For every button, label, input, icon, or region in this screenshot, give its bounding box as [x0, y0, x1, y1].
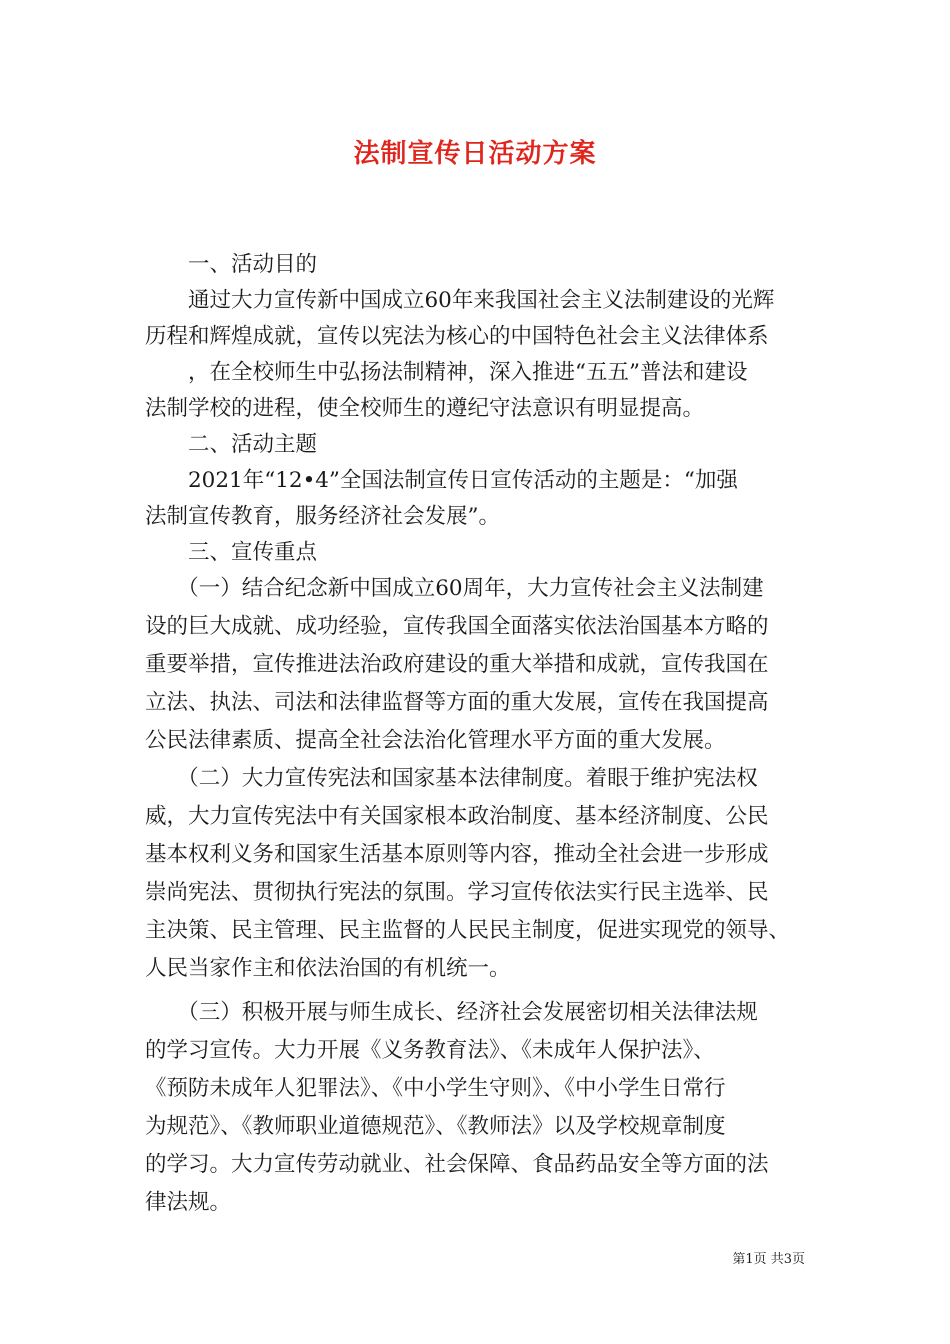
paragraph-line: 法制学校的进程，使全校师生的遵纪守法意识有明显提高。 — [145, 396, 705, 421]
paragraph-line: ，在全校师生中弘扬法制精神，深入推进“五五”普法和建设 — [145, 360, 748, 385]
heading-theme: 二、活动主题 — [145, 432, 318, 457]
paragraph-line: （三）积极开展与师生成长、经济社会发展密切相关法律法规 — [145, 1000, 758, 1025]
paragraph-line: 崇尚宪法、贯彻执行宪法的氛围。学习宣传依法实行民主选举、民 — [145, 880, 769, 905]
paragraph-line: 人民当家作主和依法治国的有机统一。 — [145, 956, 511, 981]
paragraph-line: 威，大力宣传宪法中有关国家根本政治制度、基本经济制度、公民 — [145, 804, 769, 829]
paragraph-line: 立法、执法、司法和法律监督等方面的重大发展，宣传在我国提高 — [145, 690, 769, 715]
paragraph-line: 设的巨大成就、成功经验，宣传我国全面落实依法治国基本方略的 — [145, 614, 769, 639]
page-number: 第1页 共3页 — [732, 1252, 805, 1267]
paragraph-line: 法制宣传教育，服务经济社会发展”。 — [145, 504, 500, 529]
document-title: 法制宣传日活动方案 — [353, 139, 597, 169]
paragraph-line: 的学习宣传。大力开展《义务教育法》、《未成年人保护法》、 — [145, 1038, 715, 1063]
paragraph-line: 公民法律素质、提高全社会法治化管理水平方面的重大发展。 — [145, 728, 726, 753]
paragraph-line: 历程和辉煌成就，宣传以宪法为核心的中国特色社会主义法律体系 — [145, 324, 769, 349]
heading-purpose: 一、活动目的 — [145, 252, 318, 277]
paragraph-line: 的学习。大力宣传劳动就业、社会保障、食品药品安全等方面的法 — [145, 1152, 769, 1177]
paragraph-line: （一）结合纪念新中国成立60周年，大力宣传社会主义法制建 — [145, 576, 764, 601]
paragraph-line: （二）大力宣传宪法和国家基本法律制度。着眼于维护宪法权 — [145, 766, 758, 791]
paragraph-line: 《预防未成年人犯罪法》、《中小学生守则》、《中小学生日常行 — [145, 1076, 726, 1101]
paragraph-line: 律法规。 — [145, 1190, 232, 1215]
paragraph-line: 为规范》、《教师职业道德规范》、《教师法》以及学校规章制度 — [145, 1114, 726, 1139]
paragraph-line: 通过大力宣传新中国成立60年来我国社会主义法制建设的光辉 — [145, 288, 775, 313]
paragraph-line: 重要举措，宣传推进法治政府建设的重大举措和成就，宣传我国在 — [145, 652, 769, 677]
paragraph-line: 2021年“12•4”全国法制宣传日宣传活动的主题是：“加强 — [145, 468, 738, 493]
heading-focus: 三、宣传重点 — [145, 540, 318, 565]
paragraph-line: 主决策、民主管理、民主监督的人民民主制度，促进实现党的领导、 — [145, 918, 791, 943]
paragraph-line: 基本权利义务和国家生活基本原则等内容，推动全社会进一步形成 — [145, 842, 769, 867]
